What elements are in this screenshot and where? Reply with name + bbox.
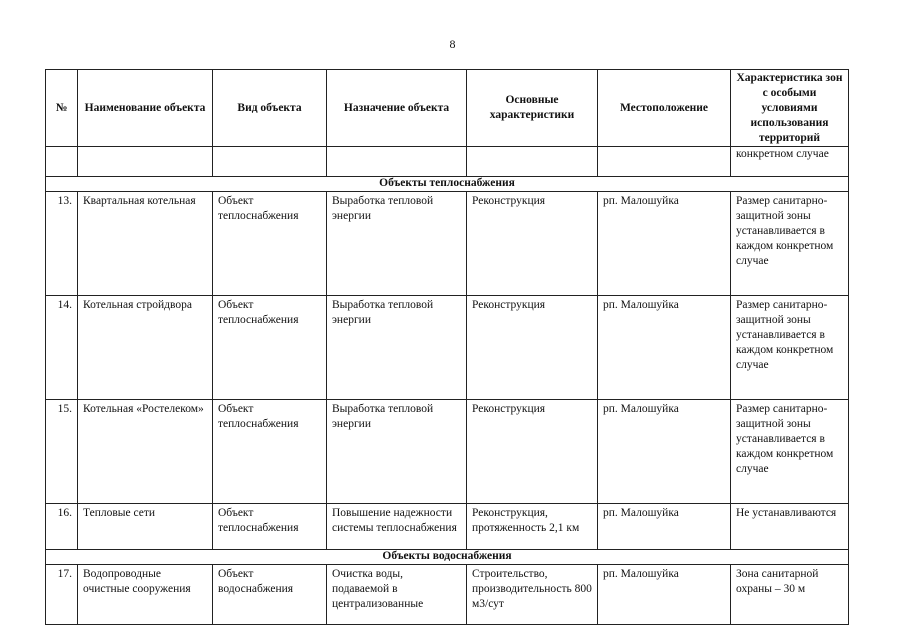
section-heading-heat: Объекты теплоснабжения (46, 177, 849, 192)
objects-table (45, 69, 849, 625)
cell-zones: конкретном случае (731, 147, 849, 177)
cell-zones: Не устанавливаются (731, 504, 849, 550)
cell-purpose: Выработка тепловой энергии (327, 296, 467, 400)
header-purpose: Назначение объекта (327, 70, 467, 147)
cell-purpose: Выработка тепловой энергии (327, 400, 467, 504)
cell-type: Объект водоснабжения (213, 565, 327, 625)
cell-num: 16. (46, 504, 78, 550)
cell-purpose: Повышение надежности системы теплоснабжения (327, 504, 467, 550)
cell-empty (46, 147, 78, 177)
cell-zones: Размер санитарно-защитной зоны устанавливается в каждом конкретном случае (731, 192, 849, 296)
cell-empty (78, 147, 213, 177)
cell-location: рп. Малошуйка (598, 192, 731, 296)
page-number: 8 (449, 37, 456, 51)
cell-location: рп. Малошуйка (598, 296, 731, 400)
cell-empty (598, 147, 731, 177)
cell-zones: Размер санитарно-защитной зоны устанавливается в каждом конкретном случае (731, 400, 849, 504)
table-row (46, 296, 849, 400)
table-row (46, 400, 849, 504)
cell-type: Объект теплоснабжения (213, 504, 327, 550)
cell-specs: Реконструкция (467, 296, 598, 400)
cell-num: 13. (46, 192, 78, 296)
section-row-heat (46, 177, 849, 192)
table-row-continued (46, 147, 849, 177)
cell-empty (213, 147, 327, 177)
cell-purpose: Выработка тепловой энергии (327, 192, 467, 296)
cell-name: Квартальная котельная (78, 192, 213, 296)
cell-num: 17. (46, 565, 78, 625)
cell-specs: Реконструкция (467, 400, 598, 504)
cell-empty (467, 147, 598, 177)
header-location: Местоположение (598, 70, 731, 147)
cell-name: Тепловые сети (78, 504, 213, 550)
table-header-row (46, 70, 849, 147)
cell-num: 14. (46, 296, 78, 400)
cell-empty (327, 147, 467, 177)
header-specs: Основные характеристики (467, 70, 598, 147)
cell-purpose: Очистка воды, подаваемой в централизованные (327, 565, 467, 625)
cell-name: Котельная «Ростелеком» (78, 400, 213, 504)
header-type: Вид объекта (213, 70, 327, 147)
cell-zones: Размер санитарно-защитной зоны устанавливается в каждом конкретном случае (731, 296, 849, 400)
table-row (46, 504, 849, 550)
header-name: Наименование объекта (78, 70, 213, 147)
cell-specs: Реконструкция (467, 192, 598, 296)
cell-location: рп. Малошуйка (598, 400, 731, 504)
cell-name: Котельная стройдвора (78, 296, 213, 400)
cell-location: рп. Малошуйка (598, 565, 731, 625)
cell-type: Объект теплоснабжения (213, 296, 327, 400)
header-num: № (46, 70, 78, 147)
cell-zones: Зона санитарной охраны – 30 м (731, 565, 849, 625)
section-heading-water: Объекты водоснабжения (46, 550, 849, 565)
cell-specs: Реконструкция, протяженность 2,1 км (467, 504, 598, 550)
cell-type: Объект теплоснабжения (213, 192, 327, 296)
header-zones: Характеристика зон с особыми условиями использования территорий (731, 70, 849, 147)
cell-type: Объект теплоснабжения (213, 400, 327, 504)
cell-location: рп. Малошуйка (598, 504, 731, 550)
table-row (46, 565, 849, 625)
cell-num: 15. (46, 400, 78, 504)
section-row-water (46, 550, 849, 565)
cell-specs: Строительство, производительность 800 м3/сут (467, 565, 598, 625)
cell-name: Водопроводные очистные сооружения (78, 565, 213, 625)
table-row (46, 192, 849, 296)
